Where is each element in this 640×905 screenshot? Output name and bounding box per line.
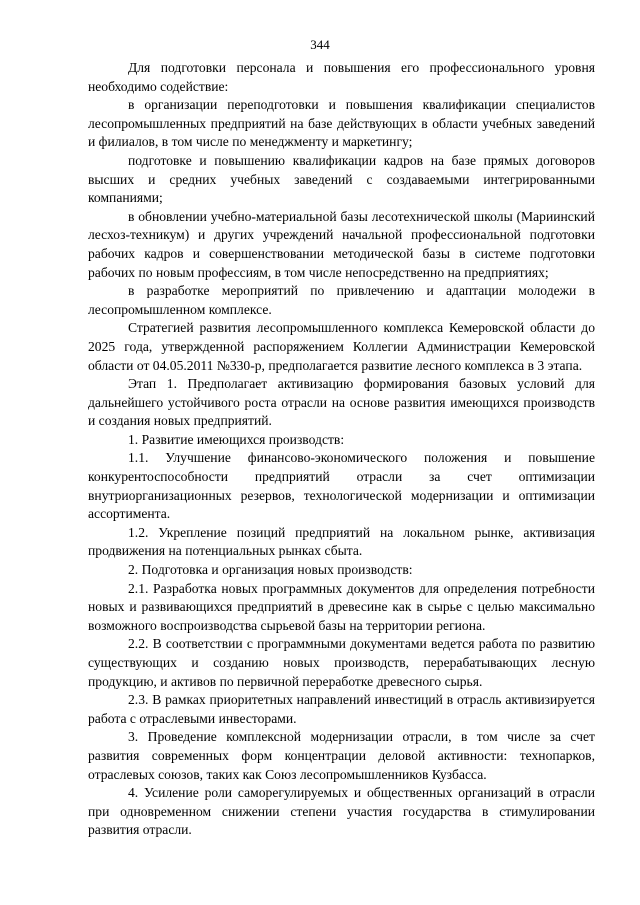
paragraph: 1.1. Улучшение финансово-экономического положения и повышение конкурентоспособности предприятий отрасли за счет оптимизации внутриорганизационных резервов, технологической модернизации и оптимизации ассортимента. — [88, 450, 595, 522]
paragraph: Этап 1. Предполагает активизацию формирования базовых условий для дальнейшего устойчивого роста отрасли на основе развития имеющихся производств и создания новых предприятий. — [88, 376, 595, 429]
paragraph: 4. Усиление роли саморегулируемых и общественных организаций в отрасли при одновременном снижении степени участия государства в стимулировании развития отрасли. — [88, 785, 595, 838]
paragraph: Стратегией развития лесопромышленного комплекса Кемеровской области до 2025 года, утвержденной распоряжением Коллегии Администрации Кемеровской области от 04.05.2011 №330-р, предполагается развитие лесного комплекса в 3 этапа. — [88, 320, 595, 373]
paragraph: Для подготовки персонала и повышения его профессионального уровня необходимо содействие: — [88, 60, 595, 94]
paragraph: в обновлении учебно-материальной базы лесотехнической школы (Мариинский лесхоз-техникум) и других учреждений начальной профессиональной подготовки рабочих кадров и совершенствовании методической базы в системе подготовки рабочих по новым профессиям, в том числе непосредственно на предприятиях; — [88, 208, 595, 280]
paragraph: в организации переподготовки и повышения квалификации специалистов лесопромышленных предприятий на базе действующих в области учебных заведений и филиалов, в том числе по менеджменту и маркетингу; — [88, 97, 595, 150]
paragraph: 3. Проведение комплексной модернизации отрасли, в том числе за счет развития современных форм концентрации деловой активности: технопарков, отраслевых союзов, таких как Союз лесопромышленников Кузбасса. — [88, 729, 595, 782]
paragraph: 2.1. Разработка новых программных документов для определения потребности новых и развивающихся предприятий в древесине как в сырье с целью максимально возможного воспроизводства сырьевой базы на территории региона. — [88, 580, 595, 633]
paragraph: 1.2. Укрепление позиций предприятий на локальном рынке, активизация продвижения на потенциальных рынках сбыта. — [88, 524, 595, 559]
page-number: 344 — [310, 37, 330, 52]
paragraph: 1. Развитие имеющихся производств: — [128, 431, 345, 447]
paragraph: 2.3. В рамках приоритетных направлений инвестиций в отрасль активизируется работа с отраслевыми инвесторами. — [88, 692, 595, 726]
paragraph: в разработке мероприятий по привлечению и адаптации молодежи в лесопромышленном комплексе. — [88, 283, 595, 317]
paragraph: подготовке и повышению квалификации кадров на базе прямых договоров высших и средних учебных заведений с создаваемыми интегрированными компаниями; — [88, 152, 595, 206]
paragraph: 2.2. В соответствии с программными документами ведется работа по развитию существующих и созданию новых производств, перерабатывающих лесную продукцию, и активов по первичной переработке древесного сырья. — [88, 636, 595, 689]
paragraph: 2. Подготовка и организация новых производств: — [128, 562, 413, 578]
body-text — [88, 59, 595, 840]
